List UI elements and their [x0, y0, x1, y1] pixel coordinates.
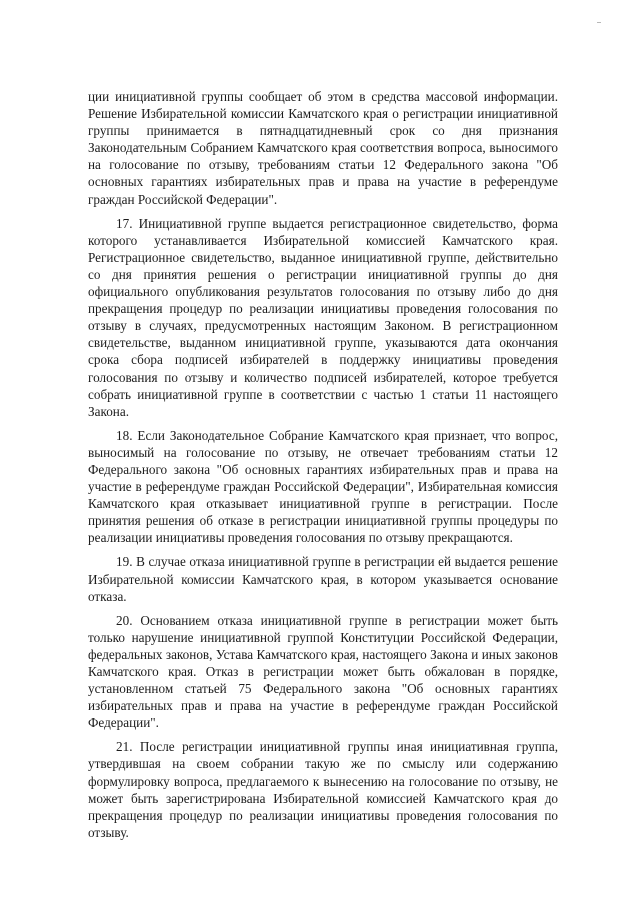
paragraph-17: 17. Инициативной группе выдается регистрационное свидетельство, форма которого устанавливается Избирательной комиссией Камчатского края. Регистрационное свидетельство, выданное инициативной группе, действительно со дня принятия решения о регистрации инициативной группы до дня официального опубликования результатов голосования по отзыву либо до дня прекращения процедур по реализации инициативы проведения голосования по отзыву в случаях, предусмотренных настоящим Законом. В регистрационном свидетельстве, выданном инициативной группе, указываются дата окончания срока сбора подписей избирателей в поддержку инициативы проведения голосования по отзыву и количество подписей избирателей, которое требуется собрать инициативной группе в соответствии с частью 1 статьи 11 настоящего Закона.	[88, 215, 558, 419]
scan-artifact	[597, 22, 601, 23]
paragraph-continuation: ции инициативной группы сообщает об этом в средства массовой информации. Решение Избирательной комиссии Камчатского края о регистрации инициативной группы принимается в пятнадцатидневный срок со дня признания Законодательным Собранием Камчатского края соответствия вопроса, выносимого на голосование по отзыву, требованиям статьи 12 Федерального закона "Об основных гарантиях избирательных прав и права на участие в референдуме граждан Российской Федерации".	[88, 89, 558, 207]
paragraph-20: 20. Основанием отказа инициативной группе в регистрации может быть только нарушение инициативной группой Конституции Российской Федерации, федеральных законов, Устава Камчатского края, настоящего Закона и иных законов Камчатского края. Отказ в регистрации может быть обжалован в порядке, установленном статьей 75 Федерального закона "Об основных гарантиях избирательных прав и права на участие в референдуме граждан Российской Федерации".	[88, 612, 558, 731]
paragraph-21: 21. После регистрации инициативной группы иная инициативная группа, утвердившая на своем собрании такую же по смыслу или содержанию формулировку вопроса, предлагаемого к вынесению на голосование по отзыву, не может быть зарегистрирована Избирательной комиссией Камчатского края до прекращения процедур по реализации инициативы проведения голосования по отзыву.	[88, 739, 558, 840]
paragraph-18: 18. Если Законодательное Собрание Камчатского края признает, что вопрос, выносимый на голосование по отзыву, не отвечает требованиям статьи 12 Федерального закона "Об основных гарантиях избирательных прав и права на участие в референдуме граждан Российской Федерации", Избирательная комиссия Камчатского края отказывает инициативной группе в регистрации. После принятия решения об отказе в регистрации инициативной группы процедуры по реализации инициативы проведения голосования по отзыву прекращаются.	[88, 427, 558, 546]
document-body	[88, 88, 558, 848]
paragraph-19: 19. В случае отказа инициативной группе в регистрации ей выдается решение Избирательной комиссии Камчатского края, в котором указывается основание отказа.	[88, 554, 558, 604]
